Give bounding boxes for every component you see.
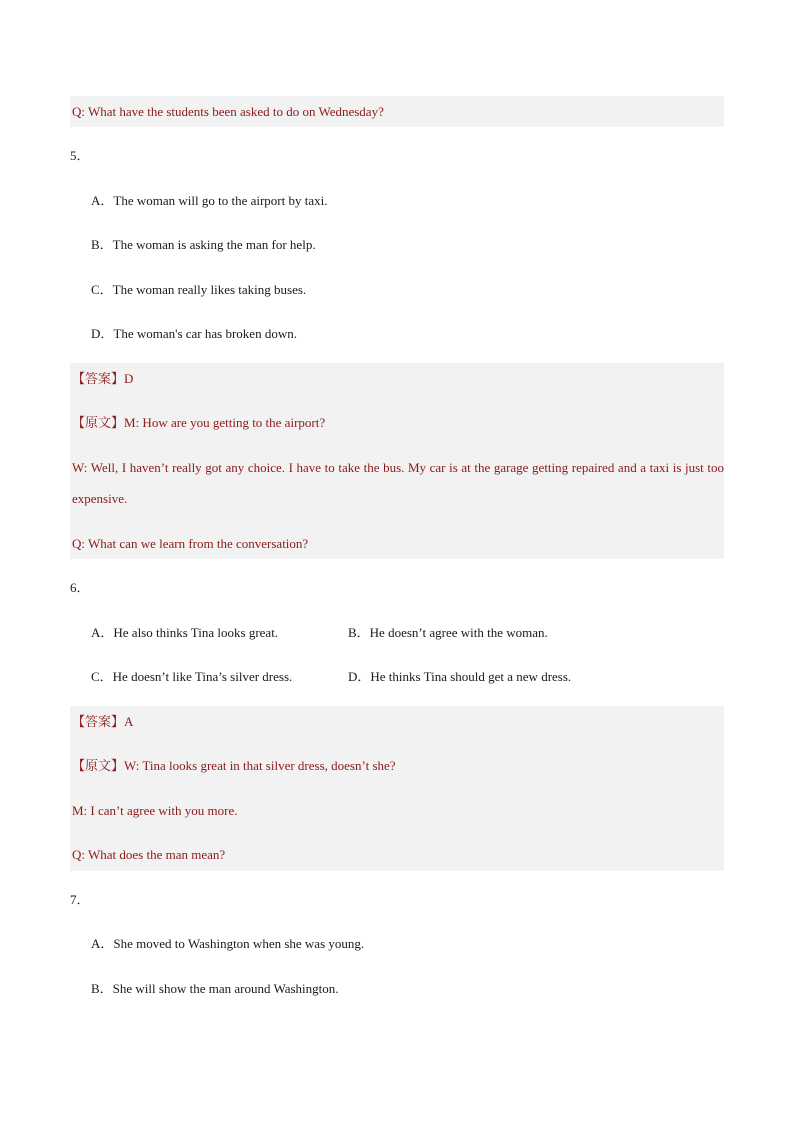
question-number-5: 5． — [70, 148, 90, 163]
question-number-6: 6． — [70, 580, 90, 595]
q6-option-c: C．He doesn’t like Tina’s silver dress. — [91, 669, 293, 684]
q5-answer — [70, 363, 724, 403]
q6-question: Q: What does the man mean? — [70, 839, 724, 871]
q6-option-b: B．He doesn’t agree with the woman. — [348, 625, 548, 640]
answer-value: A — [124, 714, 134, 729]
q5-script-w: W: Well, I haven’t really got any choice. I have to take the bus. My car is at the garage getting repaired and a taxi is just too expensive. — [70, 452, 724, 522]
script-label: 【原文】 — [72, 758, 125, 773]
q5-option-b: B．The woman is asking the man for help. — [91, 237, 316, 252]
answer-label: 【答案】 — [72, 371, 125, 386]
q6-script-m: M: I can’t agree with you more. — [70, 795, 724, 835]
q7-option-a: A．She moved to Washington when she was young. — [91, 936, 365, 951]
answer-label: 【答案】 — [72, 714, 125, 729]
q5-option-d: D．The woman's car has broken down. — [91, 326, 297, 341]
q7-option-b: B．She will show the man around Washington. — [91, 981, 339, 996]
q6-option-a: A．He also thinks Tina looks great. — [91, 625, 279, 640]
prev-question: Q: What have the students been asked to do on Wednesday? — [70, 96, 724, 127]
q6-script-w: 【原文】W: Tina looks great in that silver dress, doesn’t she? — [70, 750, 724, 790]
script-label: 【原文】 — [72, 415, 125, 430]
q5-option-c: C．The woman really likes taking buses. — [91, 282, 307, 297]
q5-question: Q: What can we learn from the conversation? — [70, 529, 724, 559]
answer-value: D — [124, 371, 134, 386]
question-number-7: 7． — [70, 892, 90, 907]
q6-option-d: D．He thinks Tina should get a new dress. — [348, 669, 572, 684]
q5-script-m: 【原文】M: How are you getting to the airport? — [70, 407, 724, 447]
q5-option-a: A．The woman will go to the airport by taxi. — [91, 193, 328, 208]
q6-answer — [70, 706, 724, 746]
